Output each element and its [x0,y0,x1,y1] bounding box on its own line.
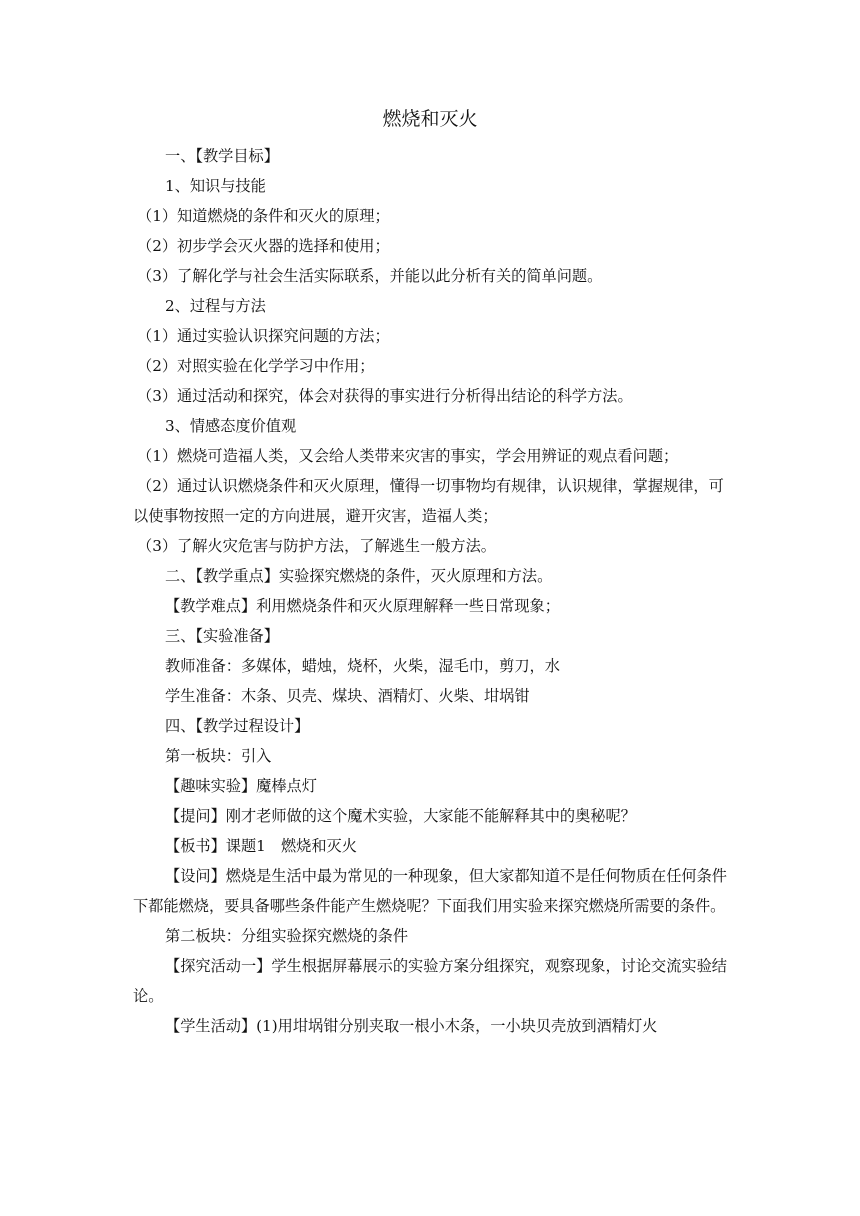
subheading-attitude-values: 3、情感态度价值观 [165,417,297,435]
list-item: （1）知道燃烧的条件和灭火的原理； [137,207,390,225]
list-item: （2）初步学会灭火器的选择和使用； [137,237,390,255]
list-item: （3）通过活动和探究，体会对获得的事实进行分析得出结论的科学方法。 [137,387,633,405]
paragraph: 【教学难点】利用燃烧条件和灭火原理解释一些日常现象； [165,597,560,615]
document-title: 燃烧和灭火 [382,108,478,130]
list-item: （1）通过实验认识探究问题的方法； [137,327,390,345]
section-heading-objectives: 一、【教学目标】 [165,147,279,165]
paragraph: 【学生活动】(1)用坩埚钳分别夹取一根小木条，一小块贝壳放到酒精灯火 [165,1017,658,1035]
paragraph: 【板书】课题1 燃烧和灭火 [165,837,357,855]
paragraph: 【探究活动一】学生根据屏幕展示的实验方案分组探究，观察现象，讨论交流实验结论。 [133,957,727,1005]
list-item: （3）了解化学与社会生活实际联系，并能以此分析有关的简单问题。 [137,267,603,285]
paragraph: 第一板块：引入 [165,747,272,765]
list-item: （2）通过认识燃烧条件和灭火原理，懂得一切事物均有规律，认识规律，掌握规律，可以使事物按照一定的方向进展，避开灾害，造福人类； [133,477,724,525]
section-heading-process-design: 四、【教学过程设计】 [165,717,310,735]
paragraph: 教师准备：多媒体，蜡烛，烧杯，火柴，湿毛巾，剪刀，水 [165,657,560,675]
subheading-process-method: 2、过程与方法 [165,297,266,315]
list-item: （3）了解火灾危害与防护方法，了解逃生一般方法。 [137,537,496,555]
paragraph: 第二板块：分组实验探究燃烧的条件 [165,927,408,945]
subheading-knowledge-skills: 1、知识与技能 [165,177,266,195]
paragraph: 学生准备：木条、贝壳、煤块、酒精灯、火柴、坩埚钳 [165,687,530,705]
section-heading-key-points: 二、【教学重点】实验探究燃烧的条件，灭火原理和方法。 [165,567,553,585]
paragraph: 【趣味实验】魔棒点灯 [165,777,317,795]
paragraph: 【设问】燃烧是生活中最为常见的一种现象，但大家都知道不是任何物质在任何条件下都能燃烧，要具备哪些条件能产生燃烧呢？下面我们用实验来探究燃烧所需要的条件。 [133,867,727,915]
paragraph: 【提问】刚才老师做的这个魔术实验，大家能不能解释其中的奥秘呢？ [165,807,636,825]
list-item: （2）对照实验在化学学习中作用； [137,357,375,375]
section-heading-preparation: 三、【实验准备】 [165,627,279,645]
document-body [133,141,733,1041]
list-item: （1）燃烧可造福人类，又会给人类带来灾害的事实，学会用辨证的观点看问题； [137,447,679,465]
